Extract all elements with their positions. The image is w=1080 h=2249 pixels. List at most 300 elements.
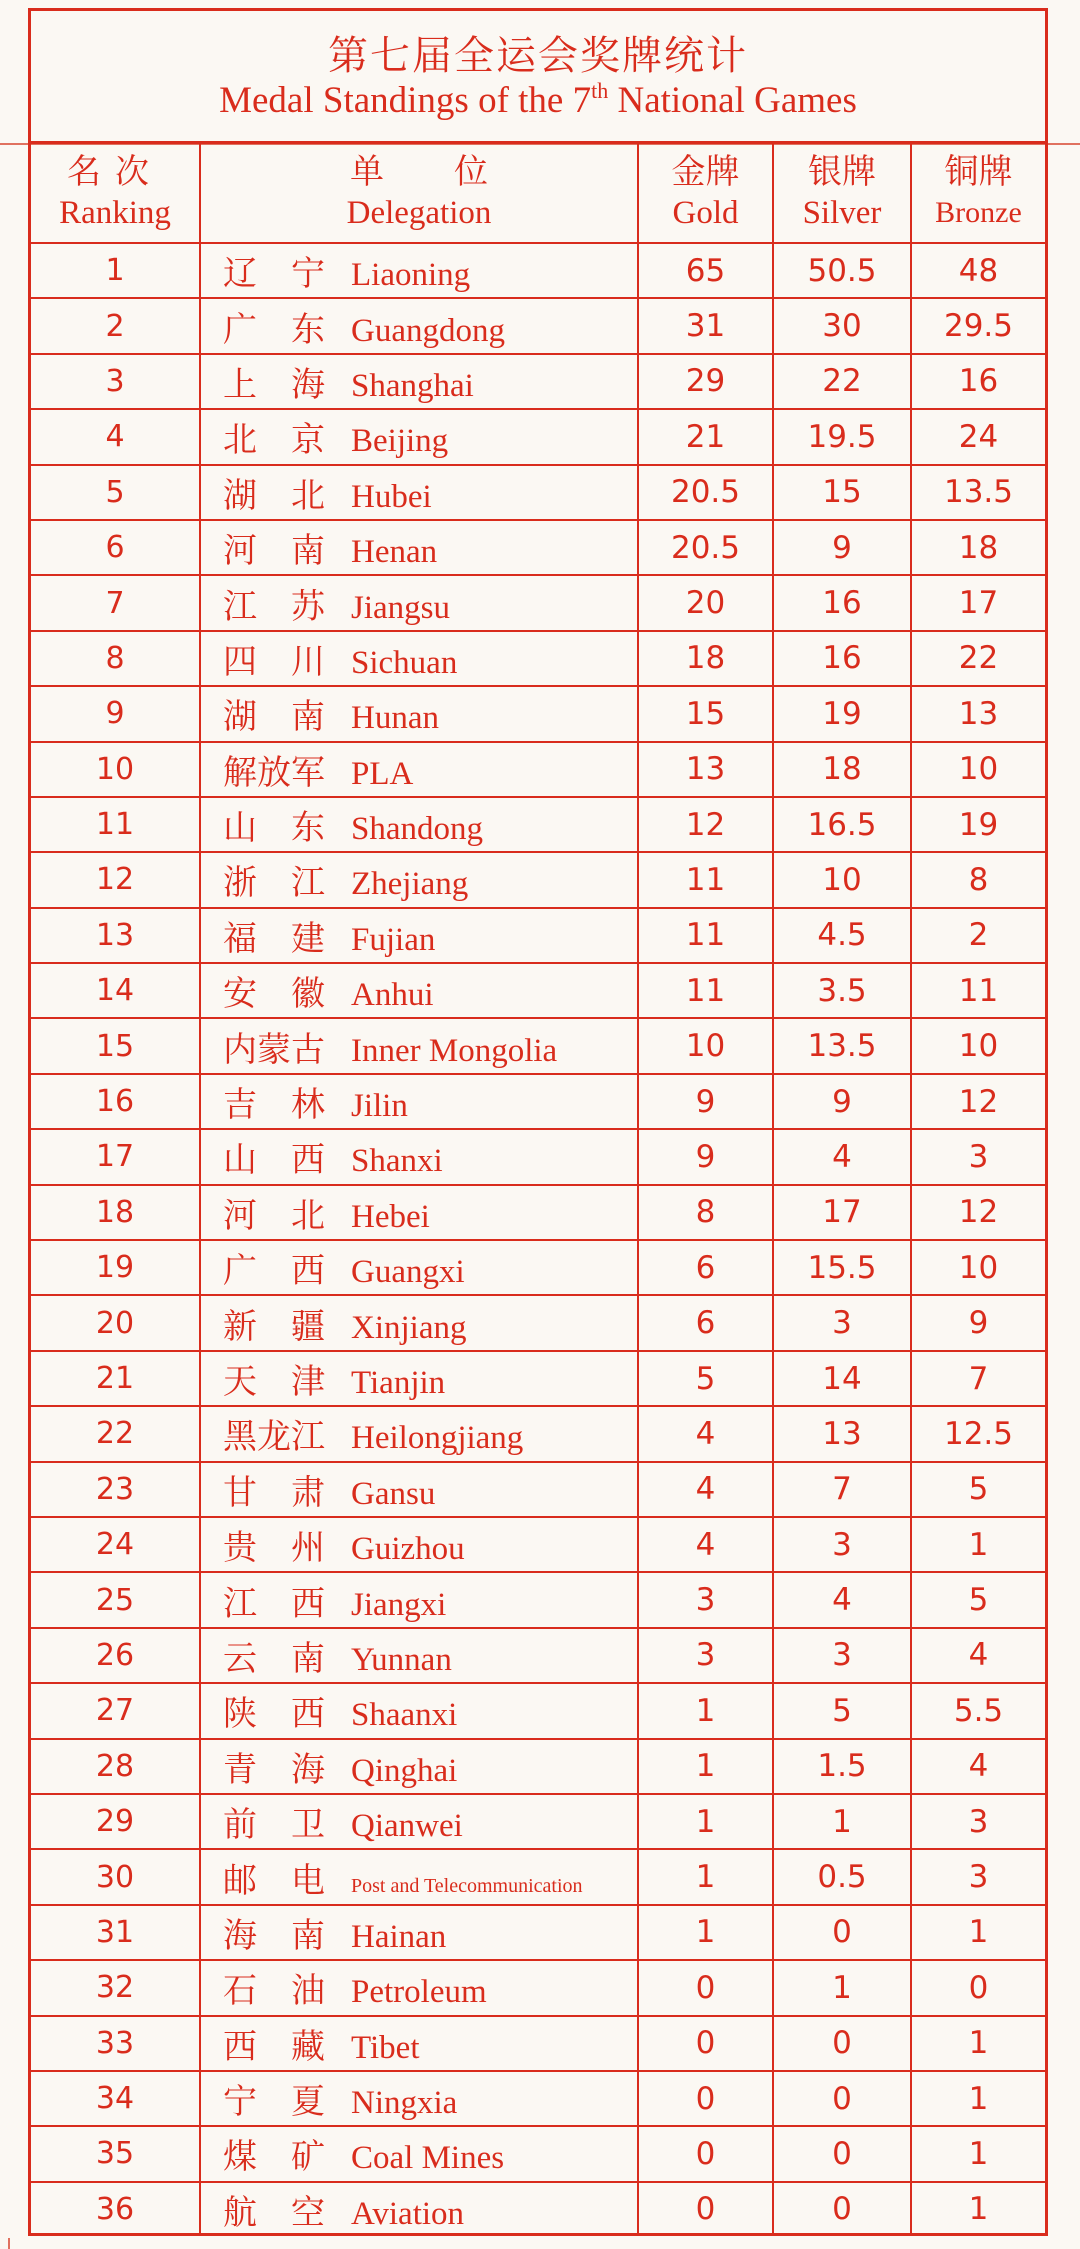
table-row	[31, 1462, 1045, 1517]
table-row	[31, 1406, 1045, 1461]
silver-cell: 3	[773, 1517, 911, 1572]
table-row	[31, 1960, 1045, 2015]
bronze-cell: 12.5	[911, 1406, 1045, 1461]
header-gold-en: Gold	[672, 195, 739, 231]
medal-table	[31, 144, 1045, 2236]
delegation-name-zh: 云 南	[223, 1638, 325, 1679]
delegation-cell	[200, 298, 638, 353]
rank-cell: 16	[31, 1074, 200, 1129]
delegation-name-zh: 山 东	[223, 808, 325, 849]
delegation-name-en: Jiangsu	[351, 589, 450, 626]
gold-cell: 0	[638, 2182, 773, 2236]
bronze-cell: 48	[911, 243, 1045, 298]
delegation-name-en: Guangxi	[351, 1254, 465, 1291]
title-chinese: 第七届全运会奖牌统计	[328, 33, 748, 78]
rank-cell: 20	[31, 1295, 200, 1350]
header-ranking-en: Ranking	[59, 195, 171, 231]
rank-cell: 18	[31, 1185, 200, 1240]
delegation-name-en: Aviation	[351, 2195, 465, 2232]
bronze-cell: 3	[911, 1794, 1045, 1849]
delegation-cell	[200, 1185, 638, 1240]
silver-cell: 50.5	[773, 243, 911, 298]
silver-cell: 1	[773, 1794, 911, 1849]
gold-cell: 4	[638, 1406, 773, 1461]
medal-table-sheet	[28, 8, 1048, 2236]
silver-cell: 22	[773, 354, 911, 409]
rank-cell: 3	[31, 354, 200, 409]
bronze-cell: 10	[911, 1240, 1045, 1295]
gold-cell: 1	[638, 1849, 773, 1904]
header-row	[31, 144, 1045, 243]
silver-cell: 14	[773, 1351, 911, 1406]
table-row	[31, 1517, 1045, 1572]
table-row	[31, 354, 1045, 409]
delegation-cell	[200, 1462, 638, 1517]
bronze-cell: 22	[911, 631, 1045, 686]
delegation-name-zh: 石 油	[223, 1971, 325, 2012]
gold-cell: 11	[638, 908, 773, 963]
rank-cell: 12	[31, 852, 200, 907]
gold-cell: 1	[638, 1739, 773, 1794]
delegation-name-en: Guangdong	[351, 312, 505, 349]
header-delegation-en: Delegation	[346, 195, 492, 231]
gold-cell: 1	[638, 1905, 773, 1960]
delegation-cell	[200, 1628, 638, 1683]
bronze-cell: 3	[911, 1849, 1045, 1904]
delegation-name-zh: 陕 西	[223, 1694, 325, 1735]
delegation-cell	[200, 2071, 638, 2126]
table-row	[31, 409, 1045, 464]
silver-cell: 16	[773, 631, 911, 686]
header-gold	[638, 144, 773, 243]
silver-cell: 10	[773, 852, 911, 907]
bronze-cell: 10	[911, 1018, 1045, 1073]
delegation-name-zh: 浙 江	[223, 863, 325, 904]
table-row	[31, 298, 1045, 353]
rank-cell: 22	[31, 1406, 200, 1461]
gold-cell: 4	[638, 1462, 773, 1517]
delegation-cell	[200, 1406, 638, 1461]
silver-cell: 1	[773, 1960, 911, 2015]
gold-cell: 3	[638, 1572, 773, 1627]
delegation-cell	[200, 2126, 638, 2181]
bronze-cell: 8	[911, 852, 1045, 907]
bronze-cell: 5.5	[911, 1683, 1045, 1738]
header-silver	[773, 144, 911, 243]
delegation-name-en: Hainan	[351, 1918, 447, 1955]
bronze-cell: 1	[911, 2182, 1045, 2236]
gold-cell: 1	[638, 1683, 773, 1738]
delegation-name-zh: 上 海	[223, 364, 325, 405]
header-silver-en: Silver	[802, 195, 882, 231]
bronze-cell: 29.5	[911, 298, 1045, 353]
rank-cell: 19	[31, 1240, 200, 1295]
bronze-cell: 4	[911, 1739, 1045, 1794]
delegation-name-zh: 北 京	[223, 420, 325, 461]
delegation-name-en: Hebei	[351, 1198, 430, 1235]
delegation-cell	[200, 1739, 638, 1794]
gold-cell: 11	[638, 852, 773, 907]
table-row	[31, 2016, 1045, 2071]
bronze-cell: 19	[911, 797, 1045, 852]
silver-cell: 0	[773, 2182, 911, 2236]
rank-cell: 26	[31, 1628, 200, 1683]
bronze-cell: 1	[911, 1517, 1045, 1572]
gold-cell: 8	[638, 1185, 773, 1240]
delegation-name-en: Shanxi	[351, 1143, 443, 1180]
rank-cell: 32	[31, 1960, 200, 2015]
delegation-name-en: Qianwei	[351, 1808, 463, 1845]
silver-cell: 17	[773, 1185, 911, 1240]
header-delegation-zh: 单位	[350, 154, 558, 191]
silver-cell: 9	[773, 520, 911, 575]
delegation-cell	[200, 2016, 638, 2071]
gold-cell: 9	[638, 1129, 773, 1184]
delegation-cell	[200, 742, 638, 797]
delegation-name-en: Shaanxi	[351, 1697, 458, 1734]
delegation-name-zh: 广 东	[223, 309, 325, 350]
delegation-name-en: Hubei	[351, 478, 432, 515]
edge-mark	[8, 2238, 10, 2249]
table-row	[31, 852, 1045, 907]
rank-cell: 2	[31, 298, 200, 353]
title-english	[31, 79, 1045, 123]
silver-cell: 15.5	[773, 1240, 911, 1295]
table-row	[31, 1074, 1045, 1129]
delegation-cell	[200, 686, 638, 741]
delegation-name-zh: 新 疆	[223, 1306, 325, 1347]
table-row	[31, 1849, 1045, 1904]
delegation-cell	[200, 409, 638, 464]
delegation-cell	[200, 963, 638, 1018]
silver-cell: 13	[773, 1406, 911, 1461]
delegation-name-en: Beijing	[351, 423, 449, 460]
delegation-name-en: Xinjiang	[351, 1309, 467, 1346]
table-row	[31, 1683, 1045, 1738]
delegation-name-en: Coal Mines	[351, 2140, 505, 2177]
silver-cell: 30	[773, 298, 911, 353]
bronze-cell: 4	[911, 1628, 1045, 1683]
delegation-cell	[200, 1351, 638, 1406]
delegation-name-en: Jiangxi	[351, 1586, 447, 1623]
silver-cell: 19.5	[773, 409, 911, 464]
bronze-cell: 5	[911, 1572, 1045, 1627]
gold-cell: 3	[638, 1628, 773, 1683]
silver-cell: 4	[773, 1572, 911, 1627]
delegation-cell	[200, 1295, 638, 1350]
delegation-name-en: Hunan	[351, 700, 439, 737]
table-row	[31, 2071, 1045, 2126]
delegation-cell	[200, 243, 638, 298]
delegation-name-zh: 安 徽	[223, 974, 325, 1015]
rank-cell: 14	[31, 963, 200, 1018]
delegation-name-zh: 山 西	[223, 1140, 325, 1181]
gold-cell: 0	[638, 2016, 773, 2071]
delegation-name-zh: 湖 南	[223, 697, 325, 738]
delegation-name-en: PLA	[351, 755, 414, 792]
gold-cell: 11	[638, 963, 773, 1018]
bronze-cell: 1	[911, 2071, 1045, 2126]
silver-cell: 3.5	[773, 963, 911, 1018]
header-bronze	[911, 144, 1045, 243]
title-english-superscript: th	[591, 78, 609, 103]
rank-cell: 30	[31, 1849, 200, 1904]
silver-cell: 5	[773, 1683, 911, 1738]
bronze-cell: 24	[911, 409, 1045, 464]
delegation-cell	[200, 1905, 638, 1960]
rank-cell: 24	[31, 1517, 200, 1572]
silver-cell: 0	[773, 2071, 911, 2126]
delegation-cell	[200, 520, 638, 575]
silver-cell: 0	[773, 1905, 911, 1960]
rank-cell: 13	[31, 908, 200, 963]
delegation-cell	[200, 2182, 638, 2236]
silver-cell: 16	[773, 575, 911, 630]
table-row	[31, 575, 1045, 630]
silver-cell: 0.5	[773, 1849, 911, 1904]
delegation-cell	[200, 575, 638, 630]
table-row	[31, 2126, 1045, 2181]
header-bronze-en: Bronze	[935, 196, 1022, 229]
header-silver-zh: 银牌	[808, 154, 876, 191]
silver-cell: 4.5	[773, 908, 911, 963]
bronze-cell: 2	[911, 908, 1045, 963]
delegation-name-en: Shandong	[351, 811, 483, 848]
gold-cell: 20	[638, 575, 773, 630]
header-gold-zh: 金牌	[671, 154, 740, 191]
silver-cell: 7	[773, 1462, 911, 1517]
gold-cell: 13	[638, 742, 773, 797]
table-body	[31, 243, 1045, 2236]
rank-cell: 1	[31, 243, 200, 298]
rank-cell: 8	[31, 631, 200, 686]
table-row	[31, 631, 1045, 686]
rank-cell: 9	[31, 686, 200, 741]
gold-cell: 29	[638, 354, 773, 409]
delegation-name-en: Gansu	[351, 1475, 436, 1512]
delegation-cell	[200, 1683, 638, 1738]
delegation-name-en: Ningxia	[351, 2085, 458, 2122]
rank-cell: 29	[31, 1794, 200, 1849]
rank-cell: 11	[31, 797, 200, 852]
bronze-cell: 5	[911, 1462, 1045, 1517]
delegation-cell	[200, 1018, 638, 1073]
gold-cell: 9	[638, 1074, 773, 1129]
silver-cell: 9	[773, 1074, 911, 1129]
delegation-cell	[200, 465, 638, 520]
table-row	[31, 1129, 1045, 1184]
delegation-name-en: Inner Mongolia	[351, 1032, 558, 1069]
bronze-cell: 1	[911, 2016, 1045, 2071]
gold-cell: 6	[638, 1240, 773, 1295]
gold-cell: 18	[638, 631, 773, 686]
table-row	[31, 520, 1045, 575]
table-row	[31, 1628, 1045, 1683]
delegation-name-zh: 煤 矿	[223, 2137, 325, 2178]
delegation-cell	[200, 354, 638, 409]
delegation-name-en: Petroleum	[351, 1974, 487, 2011]
delegation-name-zh: 邮 电	[223, 1860, 325, 1901]
delegation-cell	[200, 1240, 638, 1295]
delegation-name-en: Post and Telecommunication	[351, 1874, 583, 1897]
delegation-name-en: Qinghai	[351, 1752, 458, 1789]
delegation-name-zh: 江 西	[223, 1583, 325, 1624]
bronze-cell: 9	[911, 1295, 1045, 1350]
table-row	[31, 1240, 1045, 1295]
title-english-prefix: Medal Standings of the 7	[219, 80, 592, 121]
table-row	[31, 908, 1045, 963]
delegation-name-en: Yunnan	[351, 1641, 452, 1678]
header-ranking-zh: 名次	[67, 154, 163, 191]
delegation-name-zh: 海 南	[223, 1915, 325, 1956]
table-row	[31, 797, 1045, 852]
gold-cell: 31	[638, 298, 773, 353]
delegation-name-en: Henan	[351, 534, 438, 571]
delegation-name-en: Guizhou	[351, 1531, 465, 1568]
delegation-name-zh: 贵 州	[223, 1528, 325, 1569]
rank-cell: 6	[31, 520, 200, 575]
gold-cell: 0	[638, 1960, 773, 2015]
table-row	[31, 1572, 1045, 1627]
bronze-cell: 16	[911, 354, 1045, 409]
title-english-suffix: National Games	[608, 80, 857, 121]
gold-cell: 21	[638, 409, 773, 464]
gold-cell: 1	[638, 1794, 773, 1849]
table-row	[31, 742, 1045, 797]
delegation-cell	[200, 797, 638, 852]
silver-cell: 19	[773, 686, 911, 741]
silver-cell: 4	[773, 1129, 911, 1184]
delegation-name-zh: 天 津	[223, 1362, 325, 1402]
gold-cell: 10	[638, 1018, 773, 1073]
silver-cell: 18	[773, 742, 911, 797]
table-row	[31, 1351, 1045, 1406]
delegation-cell	[200, 631, 638, 686]
delegation-name-en: Sichuan	[351, 644, 458, 681]
rank-cell: 10	[31, 742, 200, 797]
table-row	[31, 1794, 1045, 1849]
delegation-cell	[200, 1794, 638, 1849]
delegation-name-zh: 前 卫	[223, 1805, 325, 1846]
delegation-name-zh: 吉 林	[223, 1085, 325, 1126]
delegation-cell	[200, 1517, 638, 1572]
rank-cell: 27	[31, 1683, 200, 1738]
delegation-name-zh: 解放军	[223, 752, 325, 793]
rank-cell: 17	[31, 1129, 200, 1184]
rank-cell: 25	[31, 1572, 200, 1627]
gold-cell: 15	[638, 686, 773, 741]
silver-cell: 1.5	[773, 1739, 911, 1794]
delegation-name-zh: 青 海	[223, 1749, 325, 1790]
bronze-cell: 0	[911, 1960, 1045, 2015]
bronze-cell: 18	[911, 520, 1045, 575]
bronze-cell: 17	[911, 575, 1045, 630]
table-row	[31, 1739, 1045, 1794]
title-block	[31, 11, 1045, 144]
table-row	[31, 1185, 1045, 1240]
bronze-cell: 12	[911, 1185, 1045, 1240]
delegation-name-en: Jilin	[351, 1088, 408, 1125]
delegation-name-zh: 福 建	[223, 918, 325, 959]
silver-cell: 16.5	[773, 797, 911, 852]
table-row	[31, 686, 1045, 741]
silver-cell: 15	[773, 465, 911, 520]
rank-cell: 23	[31, 1462, 200, 1517]
gold-cell: 6	[638, 1295, 773, 1350]
table-row	[31, 243, 1045, 298]
gold-cell: 5	[638, 1351, 773, 1406]
gold-cell: 4	[638, 1517, 773, 1572]
table-row	[31, 2182, 1045, 2236]
delegation-cell	[200, 1960, 638, 2015]
gold-cell: 0	[638, 2126, 773, 2181]
delegation-cell	[200, 908, 638, 963]
rank-cell: 21	[31, 1351, 200, 1406]
delegation-cell	[200, 1849, 638, 1904]
rank-cell: 5	[31, 465, 200, 520]
gold-cell: 65	[638, 243, 773, 298]
rank-cell: 34	[31, 2071, 200, 2126]
delegation-cell	[200, 1074, 638, 1129]
bronze-cell: 1	[911, 2126, 1045, 2181]
gold-cell: 20.5	[638, 520, 773, 575]
table-row	[31, 1018, 1045, 1073]
table-row	[31, 465, 1045, 520]
rank-cell: 15	[31, 1018, 200, 1073]
silver-cell: 13.5	[773, 1018, 911, 1073]
delegation-name-zh: 四 川	[223, 641, 325, 682]
delegation-name-zh: 航 空	[223, 2192, 325, 2233]
bronze-cell: 10	[911, 742, 1045, 797]
delegation-name-zh: 宁 夏	[223, 2082, 325, 2123]
bronze-cell: 13.5	[911, 465, 1045, 520]
header-ranking	[31, 144, 200, 243]
silver-cell: 0	[773, 2126, 911, 2181]
bronze-cell: 3	[911, 1129, 1045, 1184]
gold-cell: 0	[638, 2071, 773, 2126]
rank-cell: 36	[31, 2182, 200, 2236]
table-row	[31, 1295, 1045, 1350]
delegation-name-en: Zhejiang	[351, 866, 469, 903]
delegation-name-zh: 广 西	[223, 1251, 325, 1292]
table-row	[31, 1905, 1045, 1960]
delegation-name-en: Liaoning	[351, 257, 471, 294]
delegation-name-zh: 甘 肃	[223, 1472, 325, 1513]
delegation-name-zh: 内蒙古	[223, 1029, 325, 1070]
delegation-name-zh: 河 南	[223, 531, 325, 572]
delegation-name-en: Anhui	[351, 977, 434, 1014]
delegation-name-en: Heilongjiang	[351, 1420, 524, 1457]
gold-cell: 20.5	[638, 465, 773, 520]
delegation-name-zh: 江 苏	[223, 586, 325, 627]
delegation-name-zh: 湖 北	[223, 475, 325, 516]
bronze-cell: 12	[911, 1074, 1045, 1129]
bronze-cell: 11	[911, 963, 1045, 1018]
delegation-name-zh: 河 北	[223, 1195, 325, 1236]
silver-cell: 3	[773, 1295, 911, 1350]
bronze-cell: 13	[911, 686, 1045, 741]
delegation-name-en: Tianjin	[351, 1365, 446, 1401]
table-row	[31, 963, 1045, 1018]
delegation-cell	[200, 852, 638, 907]
rank-cell: 7	[31, 575, 200, 630]
delegation-name-zh: 黑龙江	[223, 1417, 325, 1458]
header-bronze-zh: 铜牌	[944, 154, 1013, 191]
delegation-cell	[200, 1572, 638, 1627]
rank-cell: 33	[31, 2016, 200, 2071]
silver-cell: 3	[773, 1628, 911, 1683]
rank-cell: 31	[31, 1905, 200, 1960]
